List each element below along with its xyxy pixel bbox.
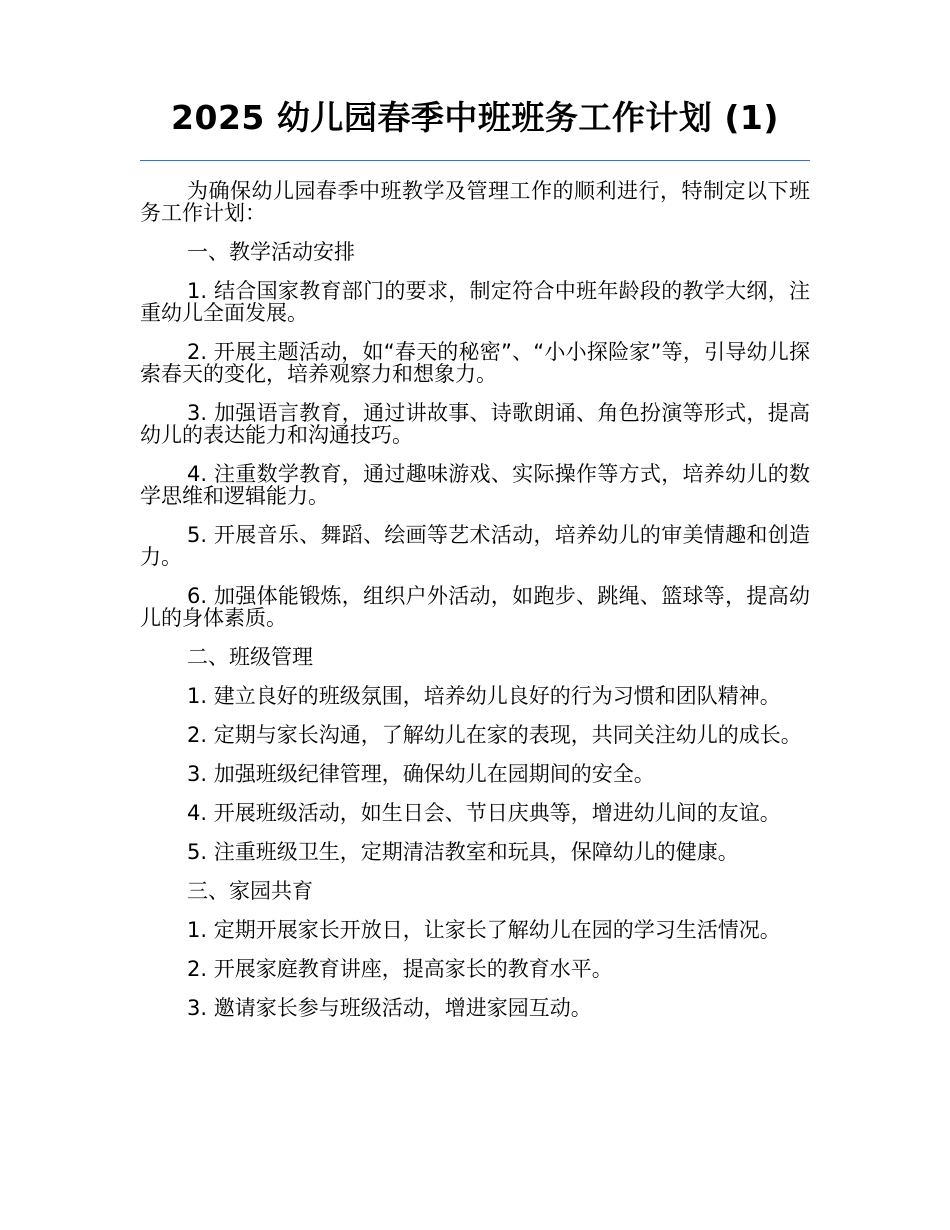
list-item: 6. 加强体能锻炼，组织户外活动，如跑步、跳绳、篮球等，提高幼儿的身体素质。 (140, 584, 810, 630)
list-item: 3. 邀请家长参与班级活动，增进家园互动。 (187, 996, 592, 1020)
list-item: 4. 注重数学教育，通过趣味游戏、实际操作等方式，培养幼儿的数学思维和逻辑能力。 (140, 462, 810, 508)
list-item: 2. 开展主题活动，如“春天的秘密”、“小小探险家”等，引导幼儿探索春天的变化，培养观察力和想象力。 (140, 340, 810, 386)
intro-paragraph: 为确保幼儿园春季中班教学及管理工作的顺利进行，特制定以下班务工作计划： (140, 179, 810, 225)
list-item: 2. 定期与家长沟通，了解幼儿在家的表现，共同关注幼儿的成长。 (187, 723, 802, 747)
list-item: 3. 加强班级纪律管理，确保幼儿在园期间的安全。 (187, 762, 655, 786)
list-item: 3. 加强语言教育，通过讲故事、诗歌朗诵、角色扮演等形式，提高幼儿的表达能力和沟通技巧。 (140, 401, 810, 447)
list-item: 5. 注重班级卫生，定期清洁教室和玩具，保障幼儿的健康。 (187, 840, 739, 864)
section-heading-class-management: 二、班级管理 (187, 645, 313, 669)
document-body (140, 180, 810, 1036)
list-item: 2. 开展家庭教育讲座，提高家长的教育水平。 (187, 957, 613, 981)
list-item: 1. 建立良好的班级氛围，培养幼儿良好的行为习惯和团队精神。 (187, 684, 781, 708)
section-heading-teaching: 一、教学活动安排 (187, 240, 355, 264)
title-divider (140, 160, 810, 161)
list-item: 1. 结合国家教育部门的要求，制定符合中班年龄段的教学大纲，注重幼儿全面发展。 (140, 279, 810, 325)
section-heading-home-school: 三、家园共育 (187, 879, 313, 903)
list-item: 1. 定期开展家长开放日，让家长了解幼儿在园的学习生活情况。 (187, 918, 781, 942)
list-item: 5. 开展音乐、舞蹈、绘画等艺术活动，培养幼儿的审美情趣和创造力。 (140, 523, 810, 569)
list-item: 4. 开展班级活动，如生日会、节日庆典等，增进幼儿间的友谊。 (187, 801, 781, 825)
document-title: 2025 幼儿园春季中班班务工作计划 (1) (171, 98, 779, 137)
